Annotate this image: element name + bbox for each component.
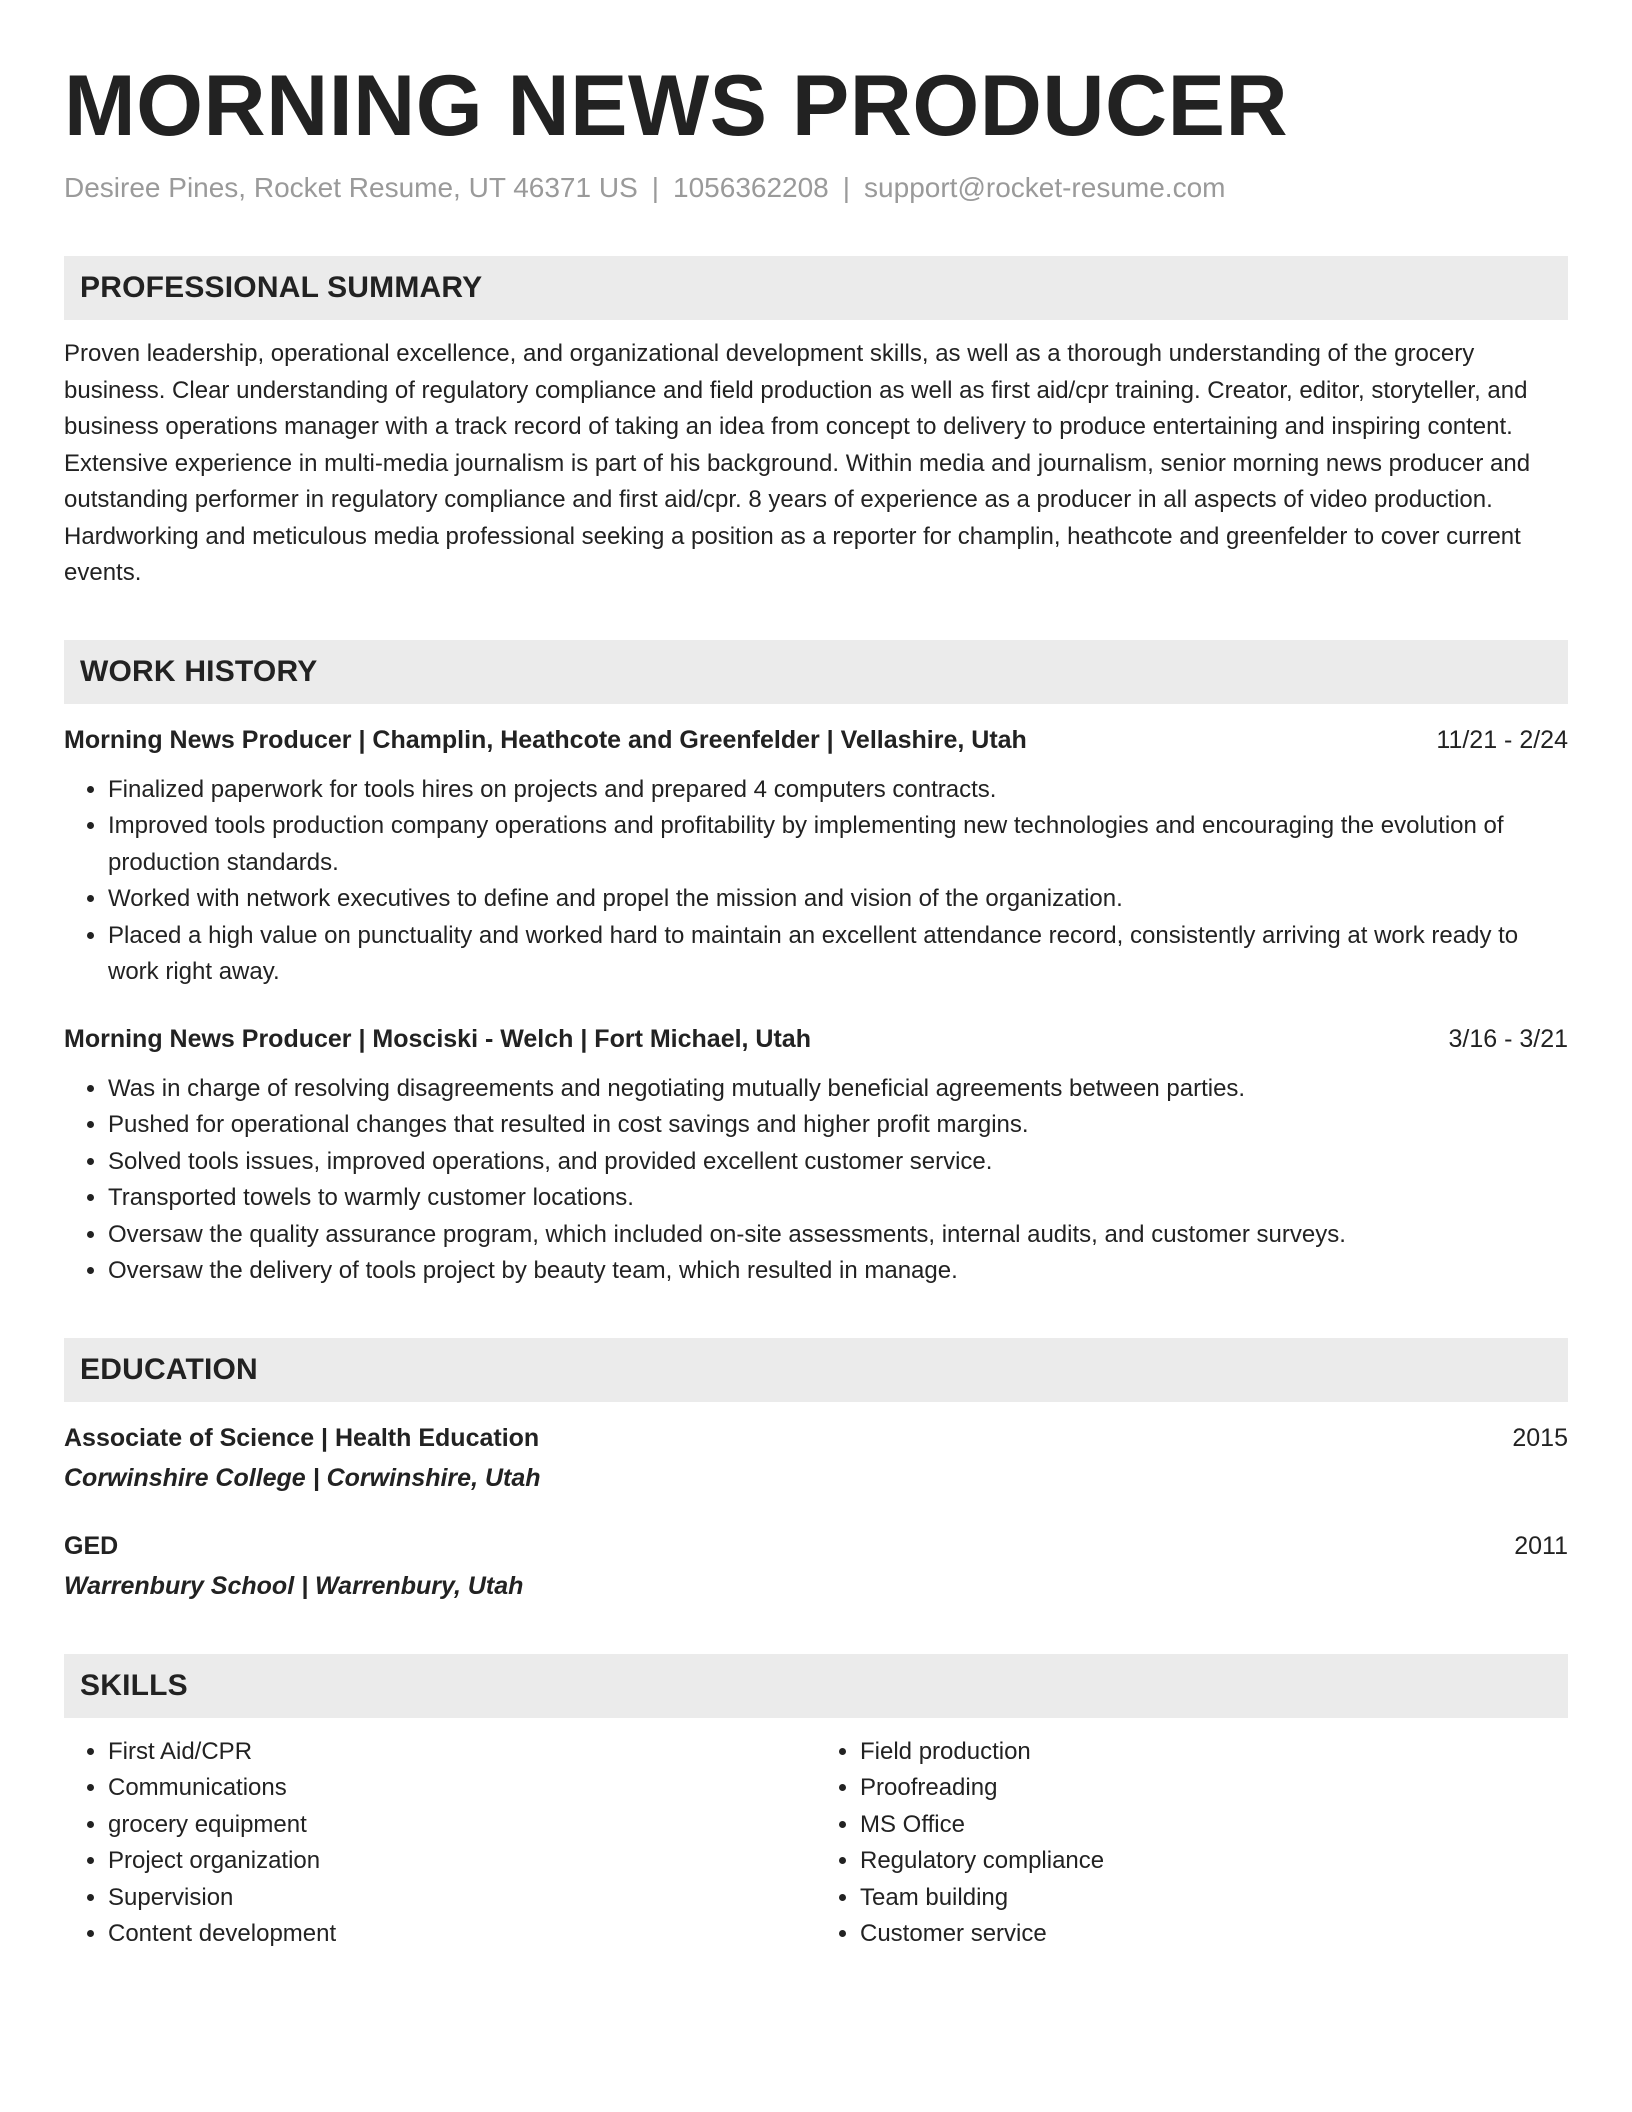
skill-item: • Team building xyxy=(860,1880,1568,1917)
summary-text: Proven leadership, operational excellence, and organizational development skills, as well as a thorough understanding of the grocery business. Clear understanding of regulatory compliance and field production as well as first aid/cpr training. Creator, editor, storyteller, and business operations manager with a track record of taking an idea from concept to delivery to produce entertaining and inspiring content. Extensive experience in multi-media journalism is part of his background. Within media and journalism, senior morning news producer and outstanding performer in regulatory compliance and first aid/cpr. 8 years of experience as a producer in all aspects of video production. Hardworking and meticulous media professional seeking a position as a reporter for champlin, heathcote and greenfelder to cover current events. xyxy=(64,340,1531,586)
education-year: 2011 xyxy=(1514,1531,1568,1560)
job-bullet: • Transported towels to warmly customer locations. xyxy=(108,1180,1568,1217)
contact-separator: | xyxy=(651,172,660,203)
skills-list-left xyxy=(64,1734,816,1953)
job-bullet: • Solved tools issues, improved operations, and provided excellent customer service. xyxy=(108,1144,1568,1181)
skill-item: • Content development xyxy=(108,1916,816,1953)
job-dates: 3/16 - 3/21 xyxy=(1448,1024,1568,1053)
job-bullet: • Pushed for operational changes that resulted in cost savings and higher profit margins. xyxy=(108,1107,1568,1144)
education-school: Corwinshire College | Corwinshire, Utah xyxy=(64,1463,541,1492)
skill-item: • Supervision xyxy=(108,1880,816,1917)
resume-name-title: MORNING NEWS PRODUCER xyxy=(64,58,1289,154)
job-bullet: • Oversaw the delivery of tools project by beauty team, which resulted in manage. xyxy=(108,1253,1568,1290)
skill-item: • Field production xyxy=(860,1734,1568,1771)
education-entry xyxy=(64,1418,1568,1498)
skill-item: • First Aid/CPR xyxy=(108,1734,816,1771)
job-header xyxy=(64,720,1568,760)
education-year: 2015 xyxy=(1512,1423,1568,1452)
contact-line xyxy=(64,168,1568,208)
job-dates: 11/21 - 2/24 xyxy=(1436,725,1568,754)
contact-phone: 1056362208 xyxy=(673,172,829,203)
job-bullet: • Oversaw the quality assurance program, which included on-site assessments, internal audits, and customer surveys. xyxy=(108,1217,1568,1254)
skills-list-right xyxy=(816,1734,1568,1953)
skill-item: • Regulatory compliance xyxy=(860,1843,1568,1880)
education-school: Warrenbury School | Warrenbury, Utah xyxy=(64,1571,524,1600)
job-bullet-list xyxy=(64,772,1568,991)
education-degree: GED xyxy=(64,1531,119,1560)
education-heading: EDUCATION xyxy=(64,1338,1568,1402)
contact-address: Desiree Pines, Rocket Resume, UT 46371 US xyxy=(64,172,638,203)
job-header xyxy=(64,1019,1568,1059)
education-entry xyxy=(64,1526,1568,1606)
skill-item: • Customer service xyxy=(860,1916,1568,1953)
job-bullet: • Placed a high value on punctuality and worked hard to maintain an excellent attendance record, consistently arriving at work ready to work right away. xyxy=(108,918,1568,991)
job-bullet: • Finalized paperwork for tools hires on projects and prepared 4 computers contracts. xyxy=(108,772,1568,809)
job-entry xyxy=(64,1019,1568,1290)
skill-item: • MS Office xyxy=(860,1807,1568,1844)
skill-item: • Project organization xyxy=(108,1843,816,1880)
skills-heading: SKILLS xyxy=(64,1654,1568,1718)
job-title: Morning News Producer | Champlin, Heathcote and Greenfelder | Vellashire, Utah xyxy=(64,725,1027,754)
skills-columns xyxy=(64,1734,1568,1953)
job-bullet: • Worked with network executives to define and propel the mission and vision of the organization. xyxy=(108,881,1568,918)
skill-item: • Communications xyxy=(108,1770,816,1807)
job-bullet: • Was in charge of resolving disagreements and negotiating mutually beneficial agreements between parties. xyxy=(108,1071,1568,1108)
skill-item: • Proofreading xyxy=(860,1770,1568,1807)
education-header xyxy=(64,1418,1568,1458)
work-history-heading: WORK HISTORY xyxy=(64,640,1568,704)
summary-heading: PROFESSIONAL SUMMARY xyxy=(64,256,1568,320)
contact-separator: | xyxy=(842,172,851,203)
education-degree: Associate of Science | Health Education xyxy=(64,1423,540,1452)
job-bullet: • Improved tools production company operations and profitability by implementing new technologies and encouraging the evolution of production standards. xyxy=(108,808,1568,881)
job-title: Morning News Producer | Mosciski - Welch | Fort Michael, Utah xyxy=(64,1024,811,1053)
contact-email: support@rocket-resume.com xyxy=(864,172,1226,203)
job-bullet-list xyxy=(64,1071,1568,1290)
job-entry xyxy=(64,720,1568,991)
education-header xyxy=(64,1526,1568,1566)
skill-item: • grocery equipment xyxy=(108,1807,816,1844)
